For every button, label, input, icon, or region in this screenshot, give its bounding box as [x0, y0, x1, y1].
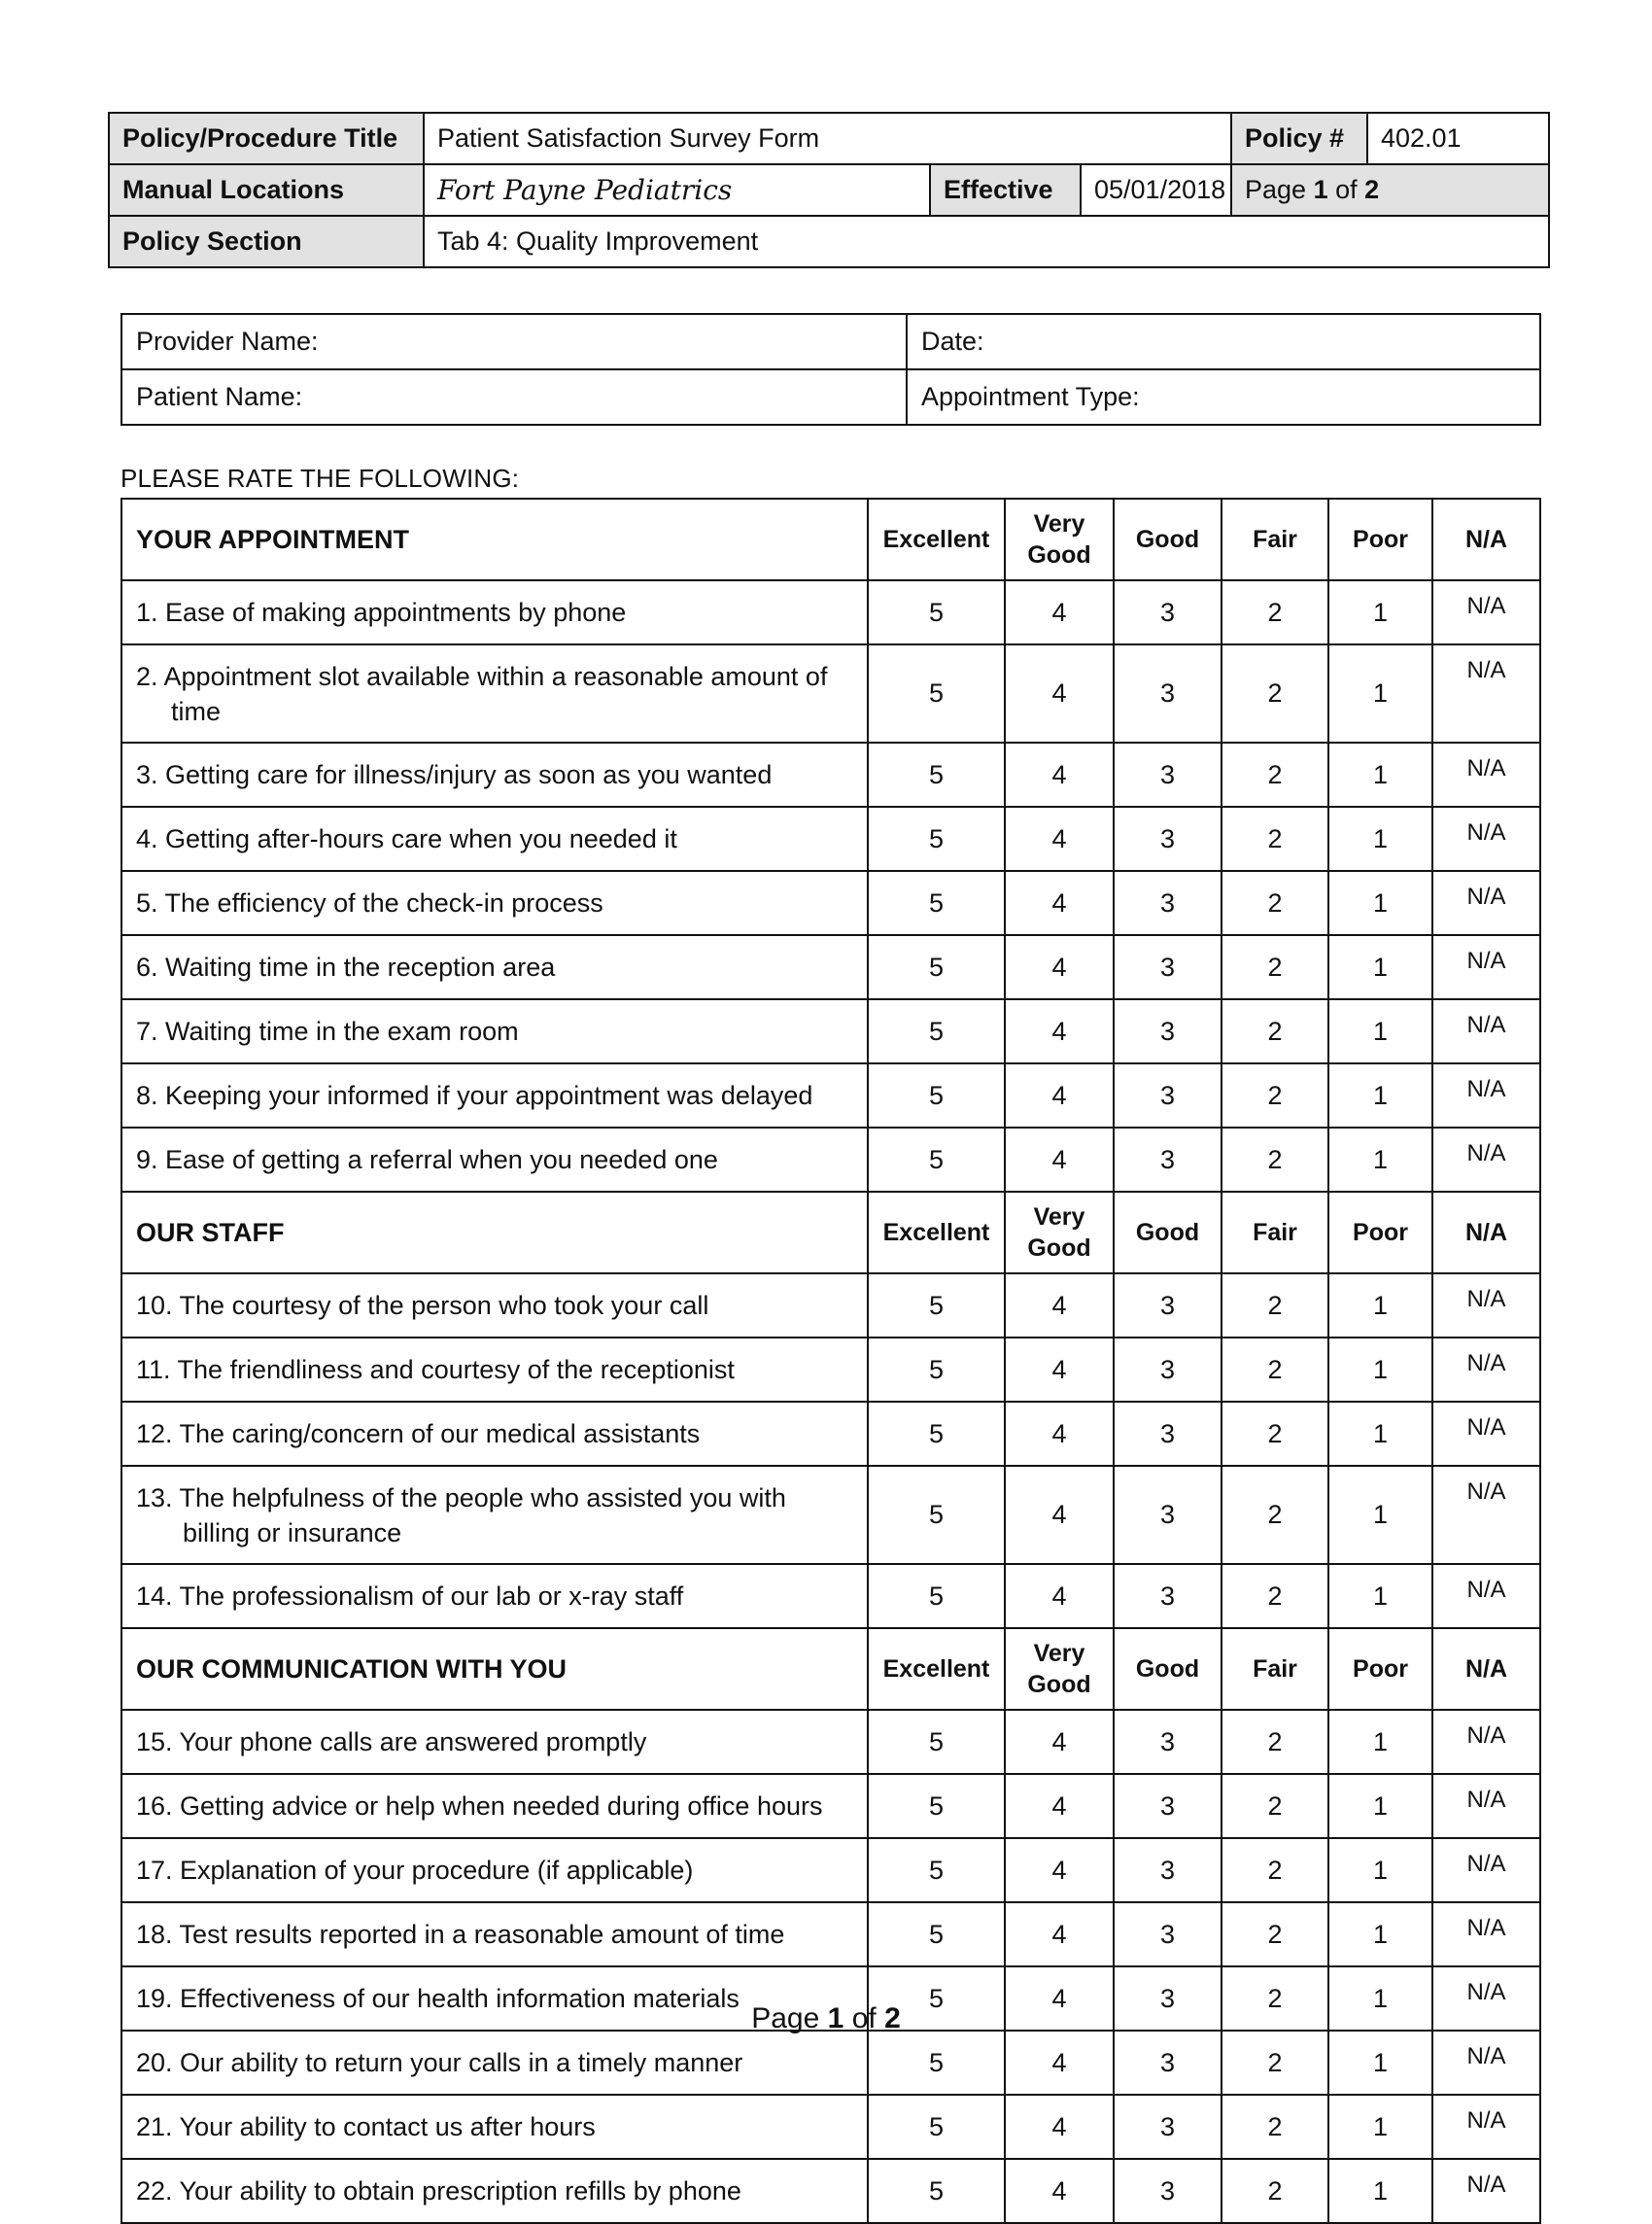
question-cell	[121, 2031, 868, 2095]
rating-option-na[interactable]: N/A	[1432, 1466, 1540, 1564]
rating-option-very-good[interactable]: 4	[1005, 807, 1114, 871]
rating-option-na[interactable]: N/A	[1432, 1774, 1540, 1838]
rating-option-na[interactable]: N/A	[1432, 2159, 1540, 2223]
rating-option-fair[interactable]: 2	[1222, 1966, 1328, 2031]
rating-option-excellent[interactable]: 5	[868, 1710, 1005, 1774]
rating-option-poor[interactable]: 1	[1328, 1063, 1432, 1128]
question-text: 2. Appointment slot available within a reasonable amount of time	[136, 661, 828, 726]
rating-option-excellent[interactable]: 5	[868, 871, 1005, 935]
rating-option-fair[interactable]: 2	[1222, 743, 1328, 807]
rating-option-fair[interactable]: 2	[1222, 644, 1328, 743]
rating-option-good[interactable]: 3	[1114, 999, 1222, 1063]
question-cell	[121, 1564, 868, 1628]
rating-option-poor[interactable]: 1	[1328, 743, 1432, 807]
rating-option-poor[interactable]: 1	[1328, 1273, 1432, 1338]
rating-option-fair[interactable]: 2	[1222, 1273, 1328, 1338]
rating-option-good[interactable]: 3	[1114, 1710, 1222, 1774]
rating-option-very-good[interactable]: 4	[1005, 2031, 1114, 2095]
rating-option-na[interactable]: N/A	[1432, 1710, 1540, 1774]
question-row	[121, 1774, 1540, 1838]
question-row	[121, 999, 1540, 1063]
rating-option-fair[interactable]: 2	[1222, 1838, 1328, 1902]
rating-option-poor[interactable]: 1	[1328, 935, 1432, 999]
question-cell	[121, 1402, 868, 1466]
policy-section-value: Tab 4: Quality Improvement	[424, 216, 1549, 267]
column-header-na: N/A	[1432, 1192, 1540, 1273]
question-cell	[121, 1774, 868, 1838]
rating-option-excellent[interactable]: 5	[868, 1466, 1005, 1564]
policy-section-label: Policy Section	[109, 216, 424, 267]
question-row	[121, 1338, 1540, 1402]
rating-option-poor[interactable]: 1	[1328, 1774, 1432, 1838]
rating-option-good[interactable]: 3	[1114, 1966, 1222, 2031]
question-text: 15. Your phone calls are answered promptly	[136, 1727, 647, 1756]
section-header-row	[121, 499, 1540, 580]
rating-option-na[interactable]: N/A	[1432, 1564, 1540, 1628]
rating-option-poor[interactable]: 1	[1328, 1402, 1432, 1466]
rating-option-fair[interactable]: 2	[1222, 871, 1328, 935]
question-row	[121, 1402, 1540, 1466]
rating-option-poor[interactable]: 1	[1328, 1564, 1432, 1628]
rating-option-poor[interactable]: 1	[1328, 1838, 1432, 1902]
rating-option-na[interactable]: N/A	[1432, 1063, 1540, 1128]
rating-option-excellent[interactable]: 5	[868, 1063, 1005, 1128]
rating-option-good[interactable]: 3	[1114, 743, 1222, 807]
rating-option-very-good[interactable]: 4	[1005, 935, 1114, 999]
policy-title-value: Patient Satisfaction Survey Form	[424, 113, 1231, 164]
policy-number-value: 402.01	[1367, 113, 1549, 164]
section-title: OUR COMMUNICATION WITH YOU	[121, 1628, 868, 1710]
question-text: 9. Ease of getting a referral when you needed one	[136, 1145, 718, 1174]
rating-option-good[interactable]: 3	[1114, 580, 1222, 644]
footer-page-indicator: Page 1 of 2	[751, 2002, 901, 2034]
column-header-na: N/A	[1432, 1628, 1540, 1710]
column-header-good: Good	[1114, 499, 1222, 580]
column-header-fair: Fair	[1222, 1628, 1328, 1710]
rating-option-good[interactable]: 3	[1114, 935, 1222, 999]
question-row	[121, 871, 1540, 935]
column-header-very-good: Very Good	[1005, 1628, 1114, 1710]
rating-option-fair[interactable]: 2	[1222, 1402, 1328, 1466]
rating-option-poor[interactable]: 1	[1328, 2031, 1432, 2095]
rating-option-poor[interactable]: 1	[1328, 1710, 1432, 1774]
column-header-very-good: Very Good	[1005, 499, 1114, 580]
question-text: 21. Your ability to contact us after hours	[136, 2112, 596, 2141]
rating-option-very-good[interactable]: 4	[1005, 2095, 1114, 2159]
rating-option-na[interactable]: N/A	[1432, 1402, 1540, 1466]
rating-option-good[interactable]: 3	[1114, 1564, 1222, 1628]
column-header-very-good: Very Good	[1005, 1192, 1114, 1273]
question-cell	[121, 999, 868, 1063]
question-row	[121, 1902, 1540, 1966]
question-text: 20. Our ability to return your calls in a timely manner	[136, 2048, 743, 2077]
rating-option-na[interactable]: N/A	[1432, 580, 1540, 644]
policy-number-label: Policy #	[1231, 113, 1367, 164]
question-text: 19. Effectiveness of our health information materials	[136, 1984, 740, 2013]
question-cell	[121, 935, 868, 999]
rating-option-na[interactable]: N/A	[1432, 999, 1540, 1063]
column-header-good: Good	[1114, 1192, 1222, 1273]
column-header-fair: Fair	[1222, 1192, 1328, 1273]
column-header-good: Good	[1114, 1628, 1222, 1710]
rating-option-poor[interactable]: 1	[1328, 807, 1432, 871]
question-text: 22. Your ability to obtain prescription refills by phone	[136, 2176, 741, 2206]
rating-option-fair[interactable]: 2	[1222, 999, 1328, 1063]
effective-date: 05/01/2018	[1081, 164, 1231, 216]
rating-option-fair[interactable]: 2	[1222, 1710, 1328, 1774]
appointment-type-field[interactable]: Appointment Type:	[907, 369, 1540, 425]
rating-option-very-good[interactable]: 4	[1005, 743, 1114, 807]
policy-header-table	[108, 112, 1550, 268]
question-row	[121, 1273, 1540, 1338]
rating-option-na[interactable]: N/A	[1432, 743, 1540, 807]
rating-option-very-good[interactable]: 4	[1005, 1710, 1114, 1774]
section-header-row	[121, 1628, 1540, 1710]
question-text: 5. The efficiency of the check-in process	[136, 888, 603, 918]
patient-name-field[interactable]: Patient Name:	[121, 369, 907, 425]
rate-instructions: PLEASE RATE THE FOLLOWING:	[120, 464, 520, 493]
question-cell	[121, 580, 868, 644]
rating-option-excellent[interactable]: 5	[868, 1838, 1005, 1902]
rating-option-fair[interactable]: 2	[1222, 1466, 1328, 1564]
question-row	[121, 1466, 1540, 1564]
question-row	[121, 1564, 1540, 1628]
question-text: 4. Getting after-hours care when you needed it	[136, 824, 677, 853]
manual-locations-value: Fort Payne Pediatrics	[424, 164, 930, 216]
rating-option-poor[interactable]: 1	[1328, 999, 1432, 1063]
rating-option-fair[interactable]: 2	[1222, 1338, 1328, 1402]
rating-option-good[interactable]: 3	[1114, 1902, 1222, 1966]
rating-option-excellent[interactable]: 5	[868, 2031, 1005, 2095]
rating-option-very-good[interactable]: 4	[1005, 1838, 1114, 1902]
question-text: 17. Explanation of your procedure (if applicable)	[136, 1856, 694, 1885]
patient-info-table	[120, 313, 1541, 426]
rating-option-poor[interactable]: 1	[1328, 1466, 1432, 1564]
rating-option-very-good[interactable]: 4	[1005, 1564, 1114, 1628]
rating-option-excellent[interactable]: 5	[868, 2159, 1005, 2223]
question-text: 8. Keeping your informed if your appointment was delayed	[136, 1081, 813, 1110]
date-field[interactable]: Date:	[907, 314, 1540, 369]
question-row	[121, 1710, 1540, 1774]
rating-option-very-good[interactable]: 4	[1005, 1128, 1114, 1192]
rating-option-good[interactable]: 3	[1114, 2159, 1222, 2223]
rating-option-na[interactable]: N/A	[1432, 871, 1540, 935]
rating-option-na[interactable]: N/A	[1432, 935, 1540, 999]
rating-option-good[interactable]: 3	[1114, 1402, 1222, 1466]
rating-option-poor[interactable]: 1	[1328, 580, 1432, 644]
survey-rating-table	[120, 498, 1541, 2224]
rating-option-excellent[interactable]: 5	[868, 1338, 1005, 1402]
rating-option-fair[interactable]: 2	[1222, 1063, 1328, 1128]
rating-option-fair[interactable]: 2	[1222, 1128, 1328, 1192]
question-row	[121, 935, 1540, 999]
question-text: 1. Ease of making appointments by phone	[136, 598, 627, 627]
question-text: 12. The caring/concern of our medical assistants	[136, 1419, 701, 1448]
rating-option-na[interactable]: N/A	[1432, 807, 1540, 871]
question-cell	[121, 1338, 868, 1402]
column-header-excellent: Excellent	[868, 499, 1005, 580]
column-header-poor: Poor	[1328, 499, 1432, 580]
rating-option-fair[interactable]: 2	[1222, 2095, 1328, 2159]
question-row	[121, 2159, 1540, 2223]
rating-option-poor[interactable]: 1	[1328, 1966, 1432, 2031]
rating-option-poor[interactable]: 1	[1328, 2159, 1432, 2223]
rating-option-very-good[interactable]: 4	[1005, 1063, 1114, 1128]
manual-locations-label: Manual Locations	[109, 164, 424, 216]
section-header-row	[121, 1192, 1540, 1273]
rating-option-poor[interactable]: 1	[1328, 2095, 1432, 2159]
column-header-fair: Fair	[1222, 499, 1328, 580]
question-text: 16. Getting advice or help when needed during office hours	[136, 1791, 823, 1821]
rating-option-excellent[interactable]: 5	[868, 1774, 1005, 1838]
rating-option-fair[interactable]: 2	[1222, 935, 1328, 999]
rating-option-na[interactable]: N/A	[1432, 1273, 1540, 1338]
rating-option-good[interactable]: 3	[1114, 1128, 1222, 1192]
rating-option-na[interactable]: N/A	[1432, 2095, 1540, 2159]
question-row	[121, 580, 1540, 644]
question-cell	[121, 1710, 868, 1774]
question-row	[121, 1838, 1540, 1902]
rating-option-na[interactable]: N/A	[1432, 1902, 1540, 1966]
rating-option-very-good[interactable]: 4	[1005, 999, 1114, 1063]
section-title: OUR STAFF	[121, 1192, 868, 1273]
question-row	[121, 743, 1540, 807]
question-row	[121, 2031, 1540, 2095]
question-cell	[121, 1838, 868, 1902]
rating-option-good[interactable]: 3	[1114, 1774, 1222, 1838]
rating-option-na[interactable]: N/A	[1432, 1966, 1540, 2031]
rating-option-excellent[interactable]: 5	[868, 580, 1005, 644]
question-text: 14. The professionalism of our lab or x-ray staff	[136, 1581, 684, 1611]
rating-option-very-good[interactable]: 4	[1005, 1338, 1114, 1402]
rating-option-poor[interactable]: 1	[1328, 644, 1432, 743]
rating-option-excellent[interactable]: 5	[868, 1902, 1005, 1966]
rating-option-fair[interactable]: 2	[1222, 1774, 1328, 1838]
column-header-excellent: Excellent	[868, 1192, 1005, 1273]
provider-name-field[interactable]: Provider Name:	[121, 314, 907, 369]
rating-option-fair[interactable]: 2	[1222, 1902, 1328, 1966]
rating-option-good[interactable]: 3	[1114, 1338, 1222, 1402]
rating-option-fair[interactable]: 2	[1222, 580, 1328, 644]
question-row	[121, 2095, 1540, 2159]
question-row	[121, 807, 1540, 871]
rating-option-na[interactable]: N/A	[1432, 644, 1540, 743]
rating-option-excellent[interactable]: 5	[868, 1273, 1005, 1338]
rating-option-very-good[interactable]: 4	[1005, 644, 1114, 743]
rating-option-excellent[interactable]: 5	[868, 1402, 1005, 1466]
rating-option-good[interactable]: 3	[1114, 1466, 1222, 1564]
rating-option-excellent[interactable]: 5	[868, 743, 1005, 807]
question-cell	[121, 1466, 868, 1564]
rating-option-excellent[interactable]: 5	[868, 1966, 1005, 2031]
rating-option-very-good[interactable]: 4	[1005, 1273, 1114, 1338]
question-row	[121, 644, 1540, 743]
rating-option-excellent[interactable]: 5	[868, 2095, 1005, 2159]
rating-option-excellent[interactable]: 5	[868, 1564, 1005, 1628]
question-cell	[121, 2159, 868, 2223]
rating-option-poor[interactable]: 1	[1328, 1128, 1432, 1192]
rating-option-na[interactable]: N/A	[1432, 1838, 1540, 1902]
rating-option-fair[interactable]: 2	[1222, 807, 1328, 871]
question-text: 18. Test results reported in a reasonable amount of time	[136, 1920, 785, 1949]
rating-option-poor[interactable]: 1	[1328, 871, 1432, 935]
rating-option-very-good[interactable]: 4	[1005, 1402, 1114, 1466]
rating-option-excellent[interactable]: 5	[868, 999, 1005, 1063]
question-cell	[121, 871, 868, 935]
rating-option-very-good[interactable]: 4	[1005, 580, 1114, 644]
rating-option-fair[interactable]: 2	[1222, 1564, 1328, 1628]
rating-option-poor[interactable]: 1	[1328, 1338, 1432, 1402]
rating-option-good[interactable]: 3	[1114, 1273, 1222, 1338]
question-cell	[121, 1273, 868, 1338]
rating-option-fair[interactable]: 2	[1222, 2031, 1328, 2095]
question-cell	[121, 743, 868, 807]
rating-option-good[interactable]: 3	[1114, 2095, 1222, 2159]
column-header-excellent: Excellent	[868, 1628, 1005, 1710]
question-row	[121, 1128, 1540, 1192]
rating-option-excellent[interactable]: 5	[868, 935, 1005, 999]
rating-option-good[interactable]: 3	[1114, 807, 1222, 871]
rating-option-fair[interactable]: 2	[1222, 2159, 1328, 2223]
header-page-indicator: Page 1 of 2	[1231, 164, 1549, 216]
question-cell	[121, 2095, 868, 2159]
rating-option-good[interactable]: 3	[1114, 1838, 1222, 1902]
question-cell	[121, 644, 868, 743]
question-text: 10. The courtesy of the person who took your call	[136, 1291, 709, 1320]
rating-option-good[interactable]: 3	[1114, 644, 1222, 743]
rating-option-good[interactable]: 3	[1114, 2031, 1222, 2095]
effective-label: Effective	[930, 164, 1081, 216]
question-text: 3. Getting care for illness/injury as soon as you wanted	[136, 760, 773, 789]
column-header-na: N/A	[1432, 499, 1540, 580]
rating-option-very-good[interactable]: 4	[1005, 2159, 1114, 2223]
rating-option-good[interactable]: 3	[1114, 871, 1222, 935]
rating-option-na[interactable]: N/A	[1432, 1128, 1540, 1192]
rating-option-excellent[interactable]: 5	[868, 807, 1005, 871]
rating-option-good[interactable]: 3	[1114, 1063, 1222, 1128]
rating-option-very-good[interactable]: 4	[1005, 1902, 1114, 1966]
survey-body	[121, 499, 1540, 2223]
rating-option-na[interactable]: N/A	[1432, 1338, 1540, 1402]
rating-option-very-good[interactable]: 4	[1005, 1774, 1114, 1838]
question-text: 11. The friendliness and courtesy of the receptionist	[136, 1355, 735, 1384]
question-cell	[121, 1128, 868, 1192]
rating-option-very-good[interactable]: 4	[1005, 1966, 1114, 2031]
column-header-poor: Poor	[1328, 1628, 1432, 1710]
question-cell	[121, 1902, 868, 1966]
rating-option-very-good[interactable]: 4	[1005, 871, 1114, 935]
question-cell	[121, 1063, 868, 1128]
section-title: YOUR APPOINTMENT	[121, 499, 868, 580]
rating-option-excellent[interactable]: 5	[868, 1128, 1005, 1192]
rating-option-excellent[interactable]: 5	[868, 644, 1005, 743]
question-text: 13. The helpfulness of the people who assisted you with billing or insurance	[136, 1482, 786, 1547]
rating-option-poor[interactable]: 1	[1328, 1902, 1432, 1966]
rating-option-na[interactable]: N/A	[1432, 2031, 1540, 2095]
question-cell	[121, 807, 868, 871]
question-text: 7. Waiting time in the exam room	[136, 1017, 519, 1046]
column-header-poor: Poor	[1328, 1192, 1432, 1273]
policy-title-label: Policy/Procedure Title	[109, 113, 424, 164]
question-text: 6. Waiting time in the reception area	[136, 953, 556, 982]
rating-option-very-good[interactable]: 4	[1005, 1466, 1114, 1564]
question-row	[121, 1063, 1540, 1128]
